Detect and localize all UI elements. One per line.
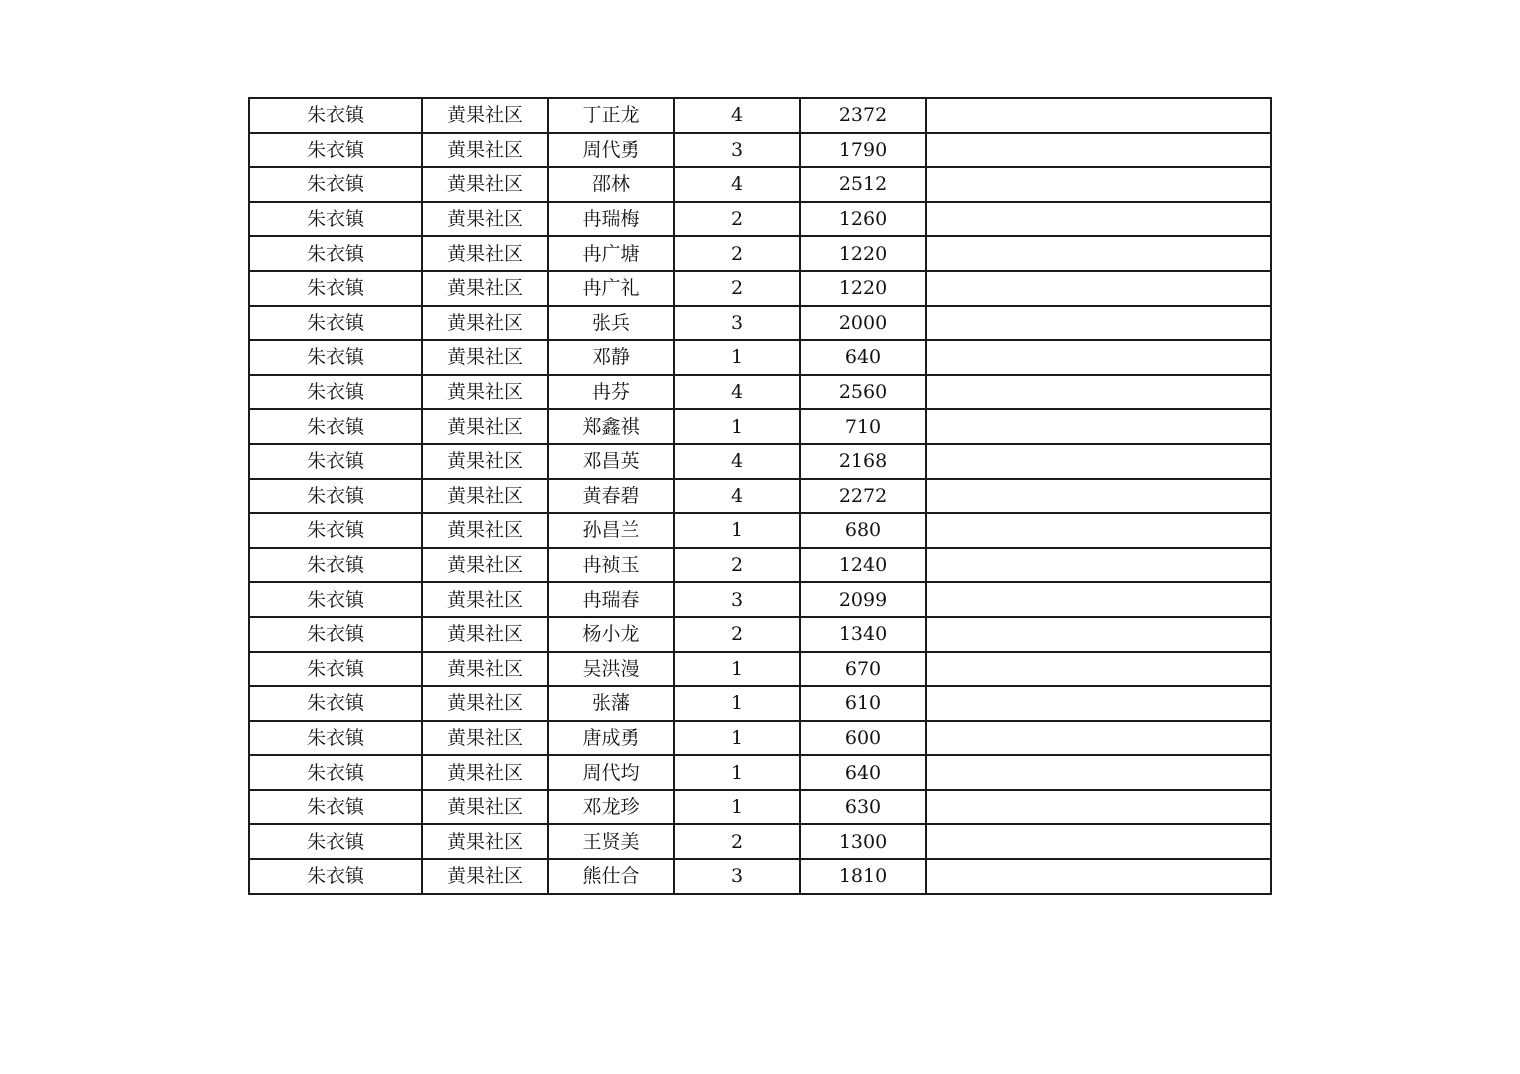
note-cell: [926, 790, 1271, 825]
household-count-cell: 4: [674, 375, 800, 410]
note-cell: [926, 409, 1271, 444]
household-count-cell: 3: [674, 133, 800, 168]
note-cell: [926, 98, 1271, 133]
table-row: [249, 306, 1271, 341]
town-cell: 朱衣镇: [249, 271, 422, 306]
amount-cell: 670: [800, 652, 926, 687]
household-count-cell: 4: [674, 98, 800, 133]
community-cell: 黄果社区: [422, 444, 548, 479]
name-cell: 吴洪漫: [548, 652, 674, 687]
town-cell: 朱衣镇: [249, 548, 422, 583]
town-cell: 朱衣镇: [249, 824, 422, 859]
household-count-cell: 3: [674, 859, 800, 894]
note-cell: [926, 513, 1271, 548]
note-cell: [926, 306, 1271, 341]
community-cell: 黄果社区: [422, 479, 548, 514]
note-cell: [926, 859, 1271, 894]
note-cell: [926, 133, 1271, 168]
town-cell: 朱衣镇: [249, 98, 422, 133]
name-cell: 周代勇: [548, 133, 674, 168]
community-cell: 黄果社区: [422, 375, 548, 410]
household-count-cell: 1: [674, 755, 800, 790]
note-cell: [926, 721, 1271, 756]
amount-cell: 1260: [800, 202, 926, 237]
name-cell: 冉瑞春: [548, 582, 674, 617]
table-row: [249, 652, 1271, 687]
town-cell: 朱衣镇: [249, 652, 422, 687]
name-cell: 邓昌英: [548, 444, 674, 479]
town-cell: 朱衣镇: [249, 133, 422, 168]
amount-cell: 2168: [800, 444, 926, 479]
household-count-cell: 2: [674, 824, 800, 859]
table-row: [249, 167, 1271, 202]
name-cell: 冉祯玉: [548, 548, 674, 583]
town-cell: 朱衣镇: [249, 513, 422, 548]
name-cell: 冉芬: [548, 375, 674, 410]
note-cell: [926, 548, 1271, 583]
note-cell: [926, 375, 1271, 410]
table-row: [249, 479, 1271, 514]
town-cell: 朱衣镇: [249, 479, 422, 514]
amount-cell: 1810: [800, 859, 926, 894]
table-row: [249, 824, 1271, 859]
household-count-cell: 2: [674, 271, 800, 306]
town-cell: 朱衣镇: [249, 444, 422, 479]
household-count-cell: 3: [674, 306, 800, 341]
household-count-cell: 2: [674, 202, 800, 237]
table-row: [249, 236, 1271, 271]
table-row: [249, 755, 1271, 790]
household-count-cell: 3: [674, 582, 800, 617]
note-cell: [926, 582, 1271, 617]
amount-cell: 610: [800, 686, 926, 721]
note-cell: [926, 686, 1271, 721]
name-cell: 张兵: [548, 306, 674, 341]
table-row: [249, 340, 1271, 375]
amount-cell: 640: [800, 340, 926, 375]
table-row: [249, 271, 1271, 306]
note-cell: [926, 271, 1271, 306]
table-row: [249, 513, 1271, 548]
note-cell: [926, 755, 1271, 790]
household-count-cell: 4: [674, 167, 800, 202]
town-cell: 朱衣镇: [249, 202, 422, 237]
note-cell: [926, 617, 1271, 652]
town-cell: 朱衣镇: [249, 306, 422, 341]
community-cell: 黄果社区: [422, 617, 548, 652]
household-count-cell: 2: [674, 617, 800, 652]
name-cell: 周代均: [548, 755, 674, 790]
town-cell: 朱衣镇: [249, 859, 422, 894]
name-cell: 王贤美: [548, 824, 674, 859]
note-cell: [926, 202, 1271, 237]
roster-table-body: [249, 98, 1271, 894]
town-cell: 朱衣镇: [249, 340, 422, 375]
community-cell: 黄果社区: [422, 824, 548, 859]
table-row: [249, 444, 1271, 479]
community-cell: 黄果社区: [422, 652, 548, 687]
amount-cell: 600: [800, 721, 926, 756]
table-row: [249, 617, 1271, 652]
amount-cell: 2372: [800, 98, 926, 133]
amount-cell: 1220: [800, 236, 926, 271]
household-count-cell: 4: [674, 444, 800, 479]
town-cell: 朱衣镇: [249, 375, 422, 410]
note-cell: [926, 479, 1271, 514]
name-cell: 唐成勇: [548, 721, 674, 756]
household-count-cell: 4: [674, 479, 800, 514]
name-cell: 冉瑞梅: [548, 202, 674, 237]
table-row: [249, 375, 1271, 410]
community-cell: 黄果社区: [422, 236, 548, 271]
amount-cell: 2512: [800, 167, 926, 202]
community-cell: 黄果社区: [422, 306, 548, 341]
note-cell: [926, 824, 1271, 859]
community-cell: 黄果社区: [422, 340, 548, 375]
table-row: [249, 686, 1271, 721]
household-count-cell: 1: [674, 340, 800, 375]
name-cell: 张藩: [548, 686, 674, 721]
name-cell: 冉广塘: [548, 236, 674, 271]
community-cell: 黄果社区: [422, 755, 548, 790]
note-cell: [926, 167, 1271, 202]
household-count-cell: 1: [674, 409, 800, 444]
community-cell: 黄果社区: [422, 790, 548, 825]
household-count-cell: 1: [674, 686, 800, 721]
table-row: [249, 98, 1271, 133]
table-row: [249, 548, 1271, 583]
town-cell: 朱衣镇: [249, 755, 422, 790]
amount-cell: 1240: [800, 548, 926, 583]
household-count-cell: 2: [674, 236, 800, 271]
amount-cell: 1340: [800, 617, 926, 652]
town-cell: 朱衣镇: [249, 236, 422, 271]
town-cell: 朱衣镇: [249, 167, 422, 202]
note-cell: [926, 236, 1271, 271]
name-cell: 邓龙珍: [548, 790, 674, 825]
community-cell: 黄果社区: [422, 686, 548, 721]
amount-cell: 2272: [800, 479, 926, 514]
community-cell: 黄果社区: [422, 582, 548, 617]
name-cell: 孙昌兰: [548, 513, 674, 548]
amount-cell: 2099: [800, 582, 926, 617]
town-cell: 朱衣镇: [249, 686, 422, 721]
amount-cell: 1300: [800, 824, 926, 859]
name-cell: 冉广礼: [548, 271, 674, 306]
community-cell: 黄果社区: [422, 167, 548, 202]
table-row: [249, 790, 1271, 825]
name-cell: 杨小龙: [548, 617, 674, 652]
town-cell: 朱衣镇: [249, 617, 422, 652]
household-count-cell: 1: [674, 652, 800, 687]
community-cell: 黄果社区: [422, 271, 548, 306]
name-cell: 熊仕合: [548, 859, 674, 894]
amount-cell: 1220: [800, 271, 926, 306]
community-cell: 黄果社区: [422, 133, 548, 168]
note-cell: [926, 340, 1271, 375]
amount-cell: 640: [800, 755, 926, 790]
name-cell: 黄春碧: [548, 479, 674, 514]
community-cell: 黄果社区: [422, 98, 548, 133]
community-cell: 黄果社区: [422, 721, 548, 756]
amount-cell: 680: [800, 513, 926, 548]
table-row: [249, 202, 1271, 237]
note-cell: [926, 444, 1271, 479]
community-cell: 黄果社区: [422, 202, 548, 237]
town-cell: 朱衣镇: [249, 790, 422, 825]
household-count-cell: 1: [674, 721, 800, 756]
roster-table: [248, 97, 1272, 895]
amount-cell: 630: [800, 790, 926, 825]
name-cell: 郑鑫祺: [548, 409, 674, 444]
household-count-cell: 1: [674, 790, 800, 825]
community-cell: 黄果社区: [422, 548, 548, 583]
community-cell: 黄果社区: [422, 409, 548, 444]
table-row: [249, 409, 1271, 444]
name-cell: 邵林: [548, 167, 674, 202]
town-cell: 朱衣镇: [249, 721, 422, 756]
town-cell: 朱衣镇: [249, 409, 422, 444]
name-cell: 丁正龙: [548, 98, 674, 133]
table-row: [249, 133, 1271, 168]
household-count-cell: 2: [674, 548, 800, 583]
table-row: [249, 721, 1271, 756]
household-count-cell: 1: [674, 513, 800, 548]
town-cell: 朱衣镇: [249, 582, 422, 617]
amount-cell: 2560: [800, 375, 926, 410]
amount-cell: 2000: [800, 306, 926, 341]
table-row: [249, 859, 1271, 894]
amount-cell: 710: [800, 409, 926, 444]
note-cell: [926, 652, 1271, 687]
community-cell: 黄果社区: [422, 859, 548, 894]
name-cell: 邓静: [548, 340, 674, 375]
amount-cell: 1790: [800, 133, 926, 168]
community-cell: 黄果社区: [422, 513, 548, 548]
table-row: [249, 582, 1271, 617]
